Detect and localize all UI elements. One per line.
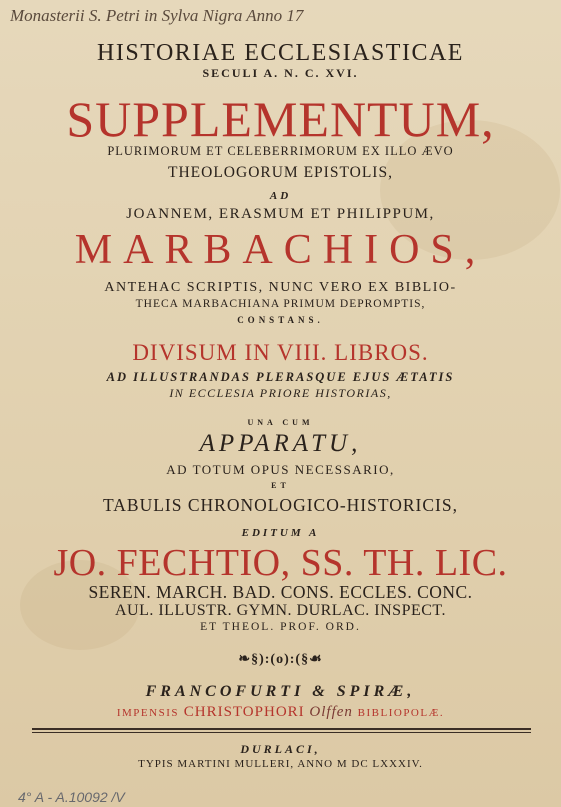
una-cum-line: UNA CUM	[247, 418, 314, 427]
marbachios-heading: MARBACHIOS,	[74, 227, 487, 273]
editum-line: EDITUM A	[241, 527, 320, 539]
author-name: JO. FECHTIO, SS. TH. LIC.	[53, 542, 508, 584]
publisher-name: CHRISTOPHORI	[183, 704, 305, 720]
title-line-19: TABULIS CHRONOLOGICO-HISTORICIS,	[102, 495, 458, 515]
double-rule-top	[32, 728, 531, 730]
handwritten-inscription: Monasterii S. Petri in Sylva Nigra Anno 17	[10, 6, 304, 25]
et-line: ET	[271, 481, 290, 490]
double-rule-bottom	[32, 732, 531, 733]
author-line-3: AUL. ILLUSTR. GYMN. DURLAC. INSPECT.	[114, 602, 447, 619]
printers-ornament: ❧§):(o):(§☙	[238, 652, 323, 667]
author-line-4: ET THEOL. PROF. ORD.	[200, 621, 361, 633]
author-line-2: SEREN. MARCH. BAD. CONS. ECCLES. CONC.	[88, 582, 473, 602]
title-line-17: AD TOTUM OPUS NECESSARIO,	[166, 462, 395, 477]
constans-line: CONSTANS.	[237, 315, 324, 325]
imprint-place: FRANCOFURTI & SPIRÆ,	[145, 683, 416, 700]
title-line-13: AD ILLUSTRANDAS PLERASQUE EJUS ÆTATIS	[106, 370, 455, 384]
bibliopolae-text: BIBLIOPOLÆ.	[357, 707, 445, 719]
library-stamp: Olffen	[309, 704, 353, 720]
title-line-1: HISTORIAE ECCLESIASTICAE	[97, 40, 464, 66]
printed-place: DURLACI,	[240, 742, 321, 756]
title-line-10: THECA MARBACHIANA PRIMUM DEPROMPTIS,	[135, 298, 426, 310]
title-line-14: IN ECCLESIA PRIORE HISTORIAS,	[169, 386, 392, 400]
imprint-publisher-line	[0, 704, 561, 721]
title-line-7: JOANNEM, ERASMUM ET PHILIPPUM,	[126, 206, 435, 222]
apparatu-heading: APPARATU,	[199, 430, 362, 457]
ad-line: AD	[269, 190, 292, 202]
title-line-5: THEOLOGORUM EPISTOLIS,	[168, 164, 393, 181]
title-line-4: PLURIMORUM ET CELEBERRIMORUM EX ILLO ÆVO	[107, 144, 454, 158]
handwritten-shelfmark: 4° A - A.10092 /V	[18, 789, 125, 805]
title-line-2: SECULI A. N. C. XVI.	[202, 66, 359, 80]
impensis-text: IMPENSIS	[116, 707, 179, 719]
divisum-heading: DIVISUM IN VIII. LIBROS.	[132, 340, 429, 365]
printer-line: TYPIS MARTINI MULLERI, ANNO M DC LXXXIV.	[138, 758, 423, 770]
title-line-9: ANTEHAC SCRIPTIS, NUNC VERO EX BIBLIO-	[104, 280, 457, 295]
supplementum-heading: SUPPLEMENTUM,	[66, 91, 495, 147]
